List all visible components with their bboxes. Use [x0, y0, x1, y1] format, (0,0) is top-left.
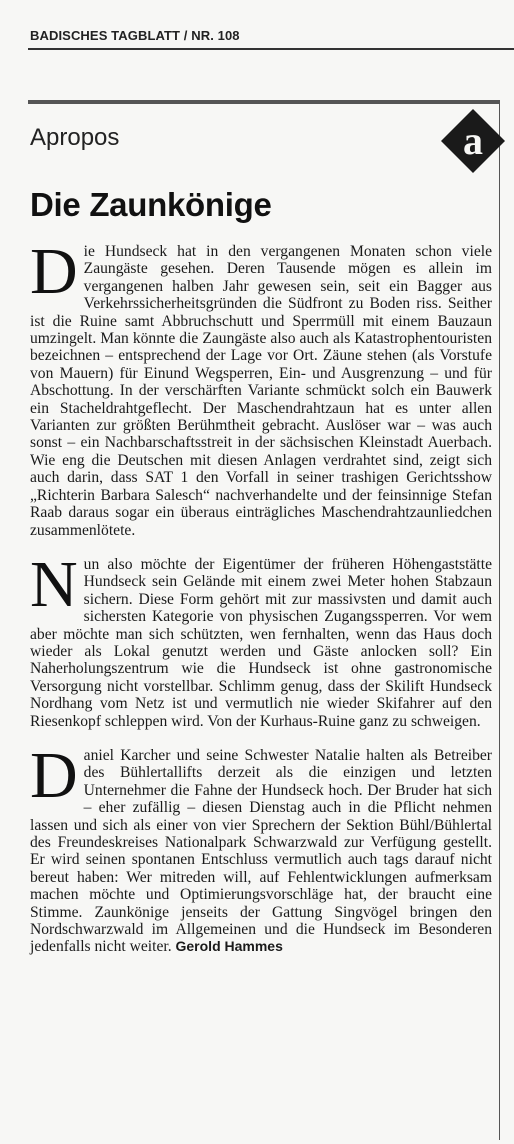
- column-rule: [499, 100, 500, 1140]
- drop-cap: D: [30, 738, 78, 812]
- masthead: BADISCHES TAGBLATT / NR. 108: [30, 28, 240, 43]
- masthead-rule: [28, 48, 514, 50]
- drop-cap: D: [30, 235, 78, 308]
- apropos-badge-icon: [440, 108, 506, 174]
- badge-letter: a: [463, 118, 483, 163]
- author-name: Gerold Hammes: [175, 938, 283, 955]
- paragraph-text: ie Hundseck hat in den vergangenen Monaten schon viele Zaungäste gesehen. Deren Tausende mögen es allein im vergangenen halben Jahr gewesen sein, seit ein Bagger aus Verkehrssicherheitsgründen die Südfront zu Boden riss. Seither ist die Ruine samt Abbruchschutt und Sperrmüll mit einem Bauzaun umzingelt. Man könnte die Zaungäste also auch als Katastrophentouristen bezeichnen – entsprechend der Lage vor Ort. Zäune stehen (als Vorstufe von Mauern) für Einund Wegsperren, Ein- und Ausgrenzung – und für Abschottung. In der verschärften Variante schmückt solch ein Bauwerk ein Stacheldrahtgeflecht. Der Maschendrahtzaun hat es unter allen Varianten zur größten Berühmtheit gebracht. Auslöser war – was auch sonst – ein Nachbarschaftsstreit in der sächsischen Kleinstadt Auerbach. Wie eng die Deutschen mit diesen Anlagen verdrahtet sind, zeigt sich auch darin, dass SAT 1 den Vorfall in seiner trashigen Gerichtsshow „Richterin Barbara Salesch“ nachverhandelte und der feinsinnige Stefan Raab daraus sogar ein überaus einträgliches Maschendrahtzaunliedchen zusammenlötete.: [30, 243, 492, 539]
- paragraph-text: un also möchte der Eigentümer der früheren Höhengaststätte Hundseck sein Gelände mit einem zwei Meter hohen Stabzaun sichern. Diese Form gehört mit zur massivsten und damit auch sichersten Kategorie von physischen Zugangssperren. Vor wem aber möchte man sich schützten, wen fernhalten, wenn das Haus doch wieder als Lokal genutzt werden und Gäste anlocken soll? Ein Naherholungszentrum wie die Hundseck ist ohne gastronomische Versorgung nicht vorstellbar. Schlimm genug, dass der Skilift Hundseck Nordhang vom Netz ist und vermutlich nie wieder Skifahrer auf den Riesenkopf schleppen wird. Von der Kurhaus-Ruine ganz zu schweigen.: [30, 555, 492, 730]
- article-title: Die Zaunkönige: [30, 186, 272, 223]
- paragraph-text: aniel Karcher und seine Schwester Natalie halten als Betreiber des Bühlertallifts derzeit als die einzigen und letzten Unternehmer die Fahne der Hundseck hoch. Der Bruder hat sich – eher zufällig – diesen Dienstag auch in die Pflicht nehmen lassen und sich als einer von vier Sprechern der Sektion Bühl/Bühlertal des Freundeskreises Nationalpark Schwarzwald zur Verfügung gestellt. Er wird seinen spontanen Entschluss vermutlich auch tags darauf nicht bereut haben: Wer mitreden will, auf Fehlentwicklungen aufmerksam machen möchte und Optimierungsvorschläge hat, der braucht eine Stimme. Zaunkönige jenseits der Gattung Singvögel bringen den Nordschwarzwald im Allgemeinen und die Hundseck im Besonderen jedenfalls nicht weiter.: [30, 746, 492, 956]
- section-label: Apropos: [30, 124, 120, 151]
- paragraph-1: [30, 235, 492, 539]
- section-rule: [28, 100, 500, 104]
- paragraph-3: [30, 738, 492, 956]
- article-body: [30, 235, 492, 956]
- paragraph-2: [30, 547, 492, 730]
- drop-cap: N: [30, 547, 78, 621]
